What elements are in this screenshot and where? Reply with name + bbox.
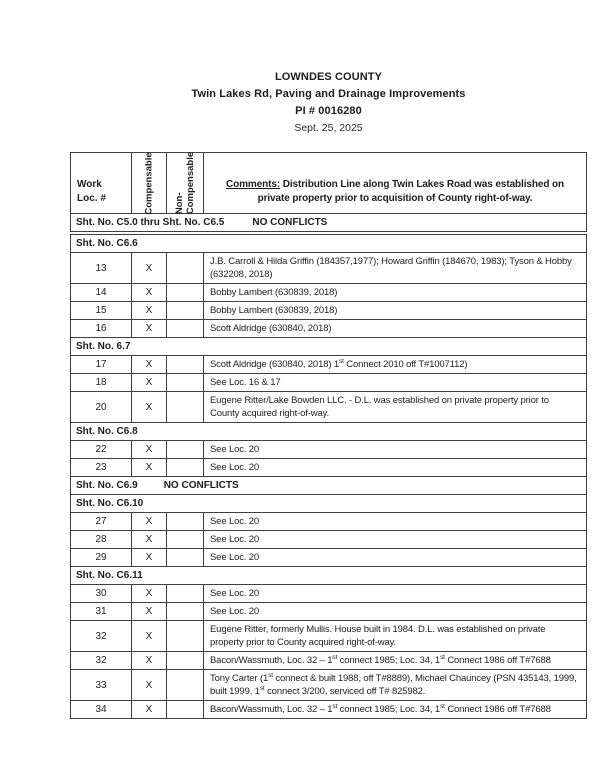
non-compensable-header-line1: Non- — [174, 192, 186, 215]
compensable-cell: X — [132, 531, 167, 548]
non-compensable-cell — [167, 253, 204, 283]
comment-cell: Scott Aldridge (630840, 2018) 1st Connect 2010 off T#1007112) — [210, 357, 468, 370]
work-loc-cell: 31 — [71, 603, 132, 620]
table-row — [71, 531, 586, 549]
compensable-cell: X — [132, 513, 167, 530]
table-row — [71, 356, 586, 374]
table-row — [71, 253, 586, 284]
sheet-section-note: NO CONFLICTS — [163, 480, 239, 491]
table-header-block — [70, 152, 587, 232]
work-loc-header — [71, 153, 132, 213]
comments-header — [204, 153, 586, 213]
non-compensable-header — [167, 153, 204, 213]
comments-header-text: Distribution Line along Twin Lakes Road was established on private property prior to acquisition of County right-of-way. — [257, 179, 565, 204]
work-loc-cell: 32 — [71, 621, 132, 651]
compensable-cell: X — [132, 603, 167, 620]
document-date: Sept. 25, 2025 — [294, 122, 363, 134]
table-header-row — [71, 153, 586, 214]
work-loc-cell: 13 — [71, 253, 132, 283]
table-body — [70, 234, 587, 719]
table-row — [71, 284, 586, 302]
comment-cell: See Loc. 20 — [210, 534, 260, 545]
table-row — [71, 513, 586, 531]
sheet-section-row — [71, 423, 586, 441]
sheet-section-label: Sht. No. C6.8 — [76, 426, 138, 437]
work-loc-cell: 27 — [71, 513, 132, 530]
non-compensable-cell — [167, 621, 204, 651]
work-loc-cell: 32 — [71, 652, 132, 669]
compensable-cell: X — [132, 621, 167, 651]
table-row — [71, 320, 586, 338]
non-compensable-header-line2: Compensable — [185, 151, 197, 215]
non-compensable-cell — [167, 302, 204, 319]
work-loc-cell: 23 — [71, 459, 132, 476]
work-loc-cell: 15 — [71, 302, 132, 319]
comment-cell: Eugene Ritter/Lake Bowden LLC. - D.L. was established on private property prior to County acquired right-of-way. — [210, 395, 549, 419]
table-row — [71, 302, 586, 320]
project-title: Twin Lakes Rd, Paving and Drainage Improvements — [191, 88, 466, 100]
compensable-cell: X — [132, 253, 167, 283]
comment-cell: Bacon/Wassmuth, Loc. 32 – 1st connect 1985; Loc. 34, 1st Connect 1986 off T#7688 — [210, 653, 551, 666]
table-row — [71, 652, 586, 670]
work-loc-cell: 34 — [71, 701, 132, 718]
work-loc-cell: 28 — [71, 531, 132, 548]
table-row — [71, 701, 586, 718]
conflicts-table — [70, 152, 587, 719]
work-loc-cell: 17 — [71, 356, 132, 373]
non-compensable-cell — [167, 392, 204, 422]
table-row — [71, 374, 586, 392]
sheet-section-row — [71, 495, 586, 513]
compensable-header-label: Compensable — [143, 151, 155, 215]
document-header — [70, 69, 587, 137]
comment-cell: Eugene Ritter, formerly Mullis. House built in 1984. D.L. was established on private property prior to County acquired right-of-way. — [210, 624, 546, 648]
sheet-section-row — [71, 477, 586, 495]
work-loc-cell: 22 — [71, 441, 132, 458]
non-compensable-cell — [167, 356, 204, 373]
sheet-section-label: Sht. No. 6.7 — [76, 341, 131, 352]
work-loc-cell: 16 — [71, 320, 132, 337]
comments-header-label: Comments: — [225, 179, 281, 190]
comment-cell: Scott Aldridge (630840, 2018) — [210, 323, 332, 334]
comment-cell: See Loc. 20 — [210, 444, 260, 455]
compensable-cell: X — [132, 320, 167, 337]
comment-cell: See Loc. 20 — [210, 606, 260, 617]
comment-cell: See Loc. 20 — [210, 462, 260, 473]
compensable-header — [132, 153, 167, 213]
work-loc-cell: 20 — [71, 392, 132, 422]
work-loc-cell: 30 — [71, 585, 132, 602]
compensable-cell: X — [132, 284, 167, 301]
non-compensable-cell — [167, 585, 204, 602]
comment-cell: See Loc. 20 — [210, 588, 260, 599]
non-compensable-cell — [167, 549, 204, 566]
sheet-section-row — [71, 567, 586, 585]
table-row — [71, 392, 586, 423]
work-loc-header-line1: Work — [77, 179, 102, 190]
sheet-section-label: Sht. No. C6.11 — [76, 570, 143, 581]
comment-cell: See Loc. 20 — [210, 552, 260, 563]
compensable-cell: X — [132, 701, 167, 718]
non-compensable-cell — [167, 652, 204, 669]
compensable-cell: X — [132, 549, 167, 566]
non-compensable-cell — [167, 459, 204, 476]
compensable-cell: X — [132, 670, 167, 700]
pi-number: PI # 0016280 — [295, 105, 362, 117]
compensable-cell: X — [132, 356, 167, 373]
non-compensable-cell — [167, 531, 204, 548]
non-compensable-cell — [167, 513, 204, 530]
no-conflicts-range: Sht. No. C5.0 thru Sht. No. C6.5 — [76, 217, 225, 228]
sheet-section-label: Sht. No. C6.10 — [76, 498, 144, 509]
non-compensable-cell — [167, 284, 204, 301]
sheet-section-row — [71, 338, 586, 356]
table-row — [71, 621, 586, 652]
non-compensable-cell — [167, 374, 204, 391]
table-row — [71, 585, 586, 603]
comment-cell: Bacon/Wassmuth, Loc. 32 – 1st connect 1985; Loc. 34, 1st Connect 1986 off T#7688 — [210, 702, 551, 715]
no-conflicts-note: NO CONFLICTS — [252, 217, 328, 228]
non-compensable-cell — [167, 603, 204, 620]
work-loc-cell: 18 — [71, 374, 132, 391]
compensable-cell: X — [132, 392, 167, 422]
sheet-section-label: Sht. No. C6.9 — [76, 480, 138, 491]
comment-cell: Tony Carter (1st connect & built 1988, off T#8889), Michael Chauncey (PSN 435143, 1999, built 1999, 1st connect 3/200, serviced off T# 825982. — [210, 671, 577, 697]
comment-cell: See Loc. 16 & 17 — [210, 377, 281, 388]
work-loc-header-line2: Loc. # — [77, 193, 106, 204]
compensable-cell: X — [132, 302, 167, 319]
non-compensable-cell — [167, 670, 204, 700]
comment-cell: See Loc. 20 — [210, 516, 260, 527]
comment-cell: J.B. Carroll & Hilda Griffin (184357,1977); Howard Griffin (184670, 1983); Tyson & Hobby (632208, 2018) — [210, 256, 572, 280]
compensable-cell: X — [132, 652, 167, 669]
table-row — [71, 549, 586, 567]
non-compensable-cell — [167, 441, 204, 458]
comment-cell: Bobby Lambert (630839, 2018) — [210, 287, 338, 298]
non-compensable-cell — [167, 701, 204, 718]
sheet-section-label: Sht. No. C6.6 — [76, 238, 138, 249]
compensable-cell: X — [132, 585, 167, 602]
table-row — [71, 670, 586, 701]
compensable-cell: X — [132, 441, 167, 458]
table-row — [71, 459, 586, 477]
non-compensable-cell — [167, 320, 204, 337]
work-loc-cell: 14 — [71, 284, 132, 301]
compensable-cell: X — [132, 459, 167, 476]
work-loc-cell: 33 — [71, 670, 132, 700]
table-row — [71, 441, 586, 459]
work-loc-cell: 29 — [71, 549, 132, 566]
no-conflicts-row — [71, 214, 586, 231]
sheet-section-row — [71, 235, 586, 253]
compensable-cell: X — [132, 374, 167, 391]
county-title: LOWNDES COUNTY — [274, 71, 383, 83]
table-row — [71, 603, 586, 621]
comment-cell: Bobby Lambert (630839, 2018) — [210, 305, 338, 316]
